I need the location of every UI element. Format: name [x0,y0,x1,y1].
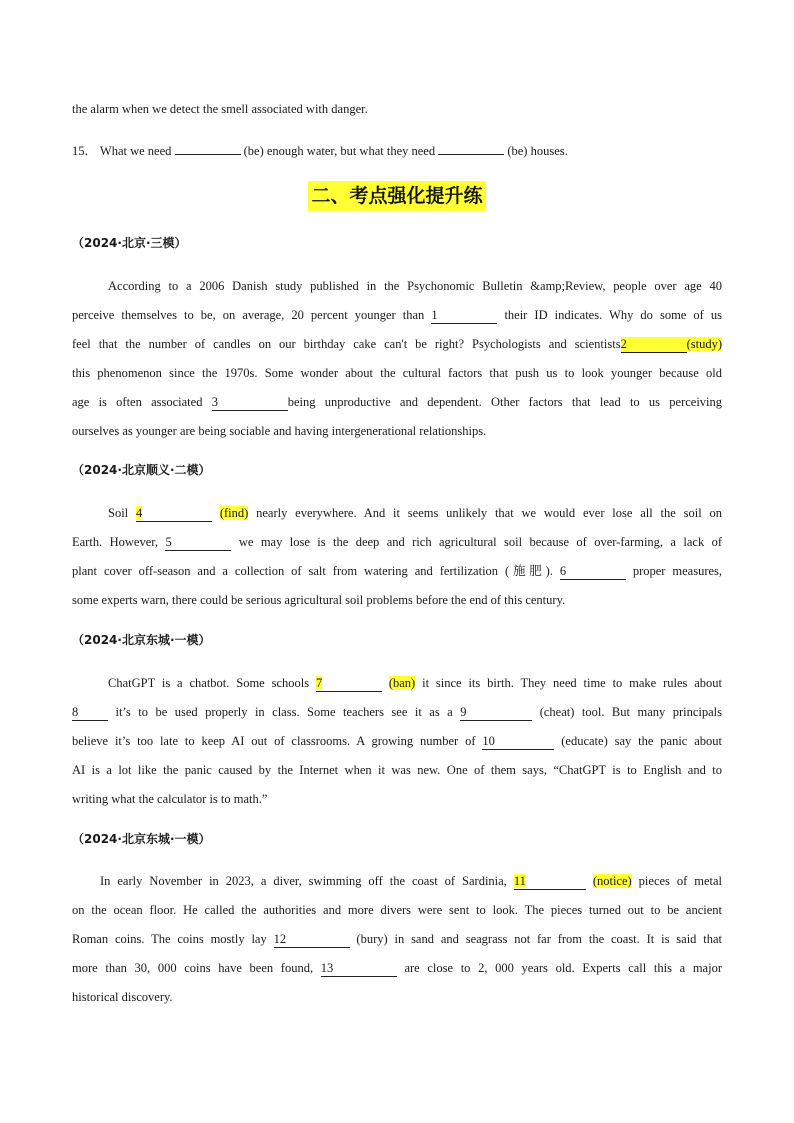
blank-7[interactable]: 7 [316,676,382,692]
passage-4: In early November in 2023, a diver, swimming off the coast of Sardinia, 11 (notice) pieces of metal on the ocean floor. He called the authorities and more divers were sent to look. The pieces turned out to be ancient Roman coins. The coins mostly lay 12 (bury) in sand and seagrass not far from the coast. It is said that more than 30, 000 coins have been found, 13 are close to 2, 000 years old. Experts call this a major historical discovery. [72,874,723,1004]
source-label-3: （2024·北京东城·一模） [72,633,211,647]
blank-13[interactable]: 13 [321,961,397,977]
q15-blank-2[interactable] [438,139,504,155]
blank-6[interactable]: 6 [560,564,626,580]
section-heading-wrap [72,181,722,211]
blank-3[interactable]: 3 [212,395,288,411]
source-label-1: （2024·北京·三模） [72,236,187,250]
passage-2: Soil 4 (find) nearly everywhere. And it seems unlikely that we would ever lose all the soil on Earth. However, 5 we may lose is the deep and rich agricultural soil because of over-farming, a lack of plant cover off-season and a collection of salt from watering and fertilization (施肥). 6 proper measures, some experts warn, there could be serious agricultural soil problems before the end of this century. [72,506,723,607]
blank-8[interactable]: 8 [72,705,108,721]
blank-1[interactable]: 1 [431,308,497,324]
hint-4: (find) [219,506,249,520]
blank-12[interactable]: 12 [274,932,350,948]
blank-9[interactable]: 9 [460,705,532,721]
section-heading: 二、考点强化提升练 [308,181,485,211]
source-label-4: （2024·北京东城·一模） [72,832,211,846]
passage-1: According to a 2006 Danish study published in the Psychonomic Bulletin &amp;Review, people over age 40 perceive themselves to be, on average, 20 percent younger than 1 their ID indicates. Why do some of us feel that the number of candles on our birthday cake can't be right? Psychologists and scientists2 (study) this phenomenon since the 1970s. Some wonder about the cultural factors that push us to look younger because old age is often associated 3 being unproductive and dependent. Other factors that lead to us perceiving ourselves as younger are being sociable and having intergenerational relationships. [72,279,723,438]
source-label-2: （2024·北京顺义·二模） [72,463,211,477]
hint-2: (study) [686,337,722,351]
hint-7: (ban) [388,676,416,690]
passage-3: ChatGPT is a chatbot. Some schools 7 (ban) it since its birth. They need time to make rules about 8 it’s to be used properly in class. Some teachers see it as a 9 (cheat) tool. But many principals believe it’s too late to keep AI out of classrooms. A growing number of 10 (educate) say the panic about AI is a lot like the panic caused by the Internet when it was new. One of them says, “ChatGPT is to English and to writing what the calculator is to math.” [72,676,723,806]
blank-4[interactable]: 4 [136,506,212,522]
blank-5[interactable]: 5 [165,535,231,551]
hint-11: (notice) [592,874,632,888]
question-15: 15． What we need (be) enough water, but what they need (be) houses. [72,138,722,164]
blank-10[interactable]: 10 [482,734,554,750]
blank-2[interactable]: 2 [621,337,687,353]
q15-blank-1[interactable] [175,139,241,155]
carryover-line: the alarm when we detect the smell associated with danger. [72,102,368,116]
blank-11[interactable]: 11 [514,874,586,890]
